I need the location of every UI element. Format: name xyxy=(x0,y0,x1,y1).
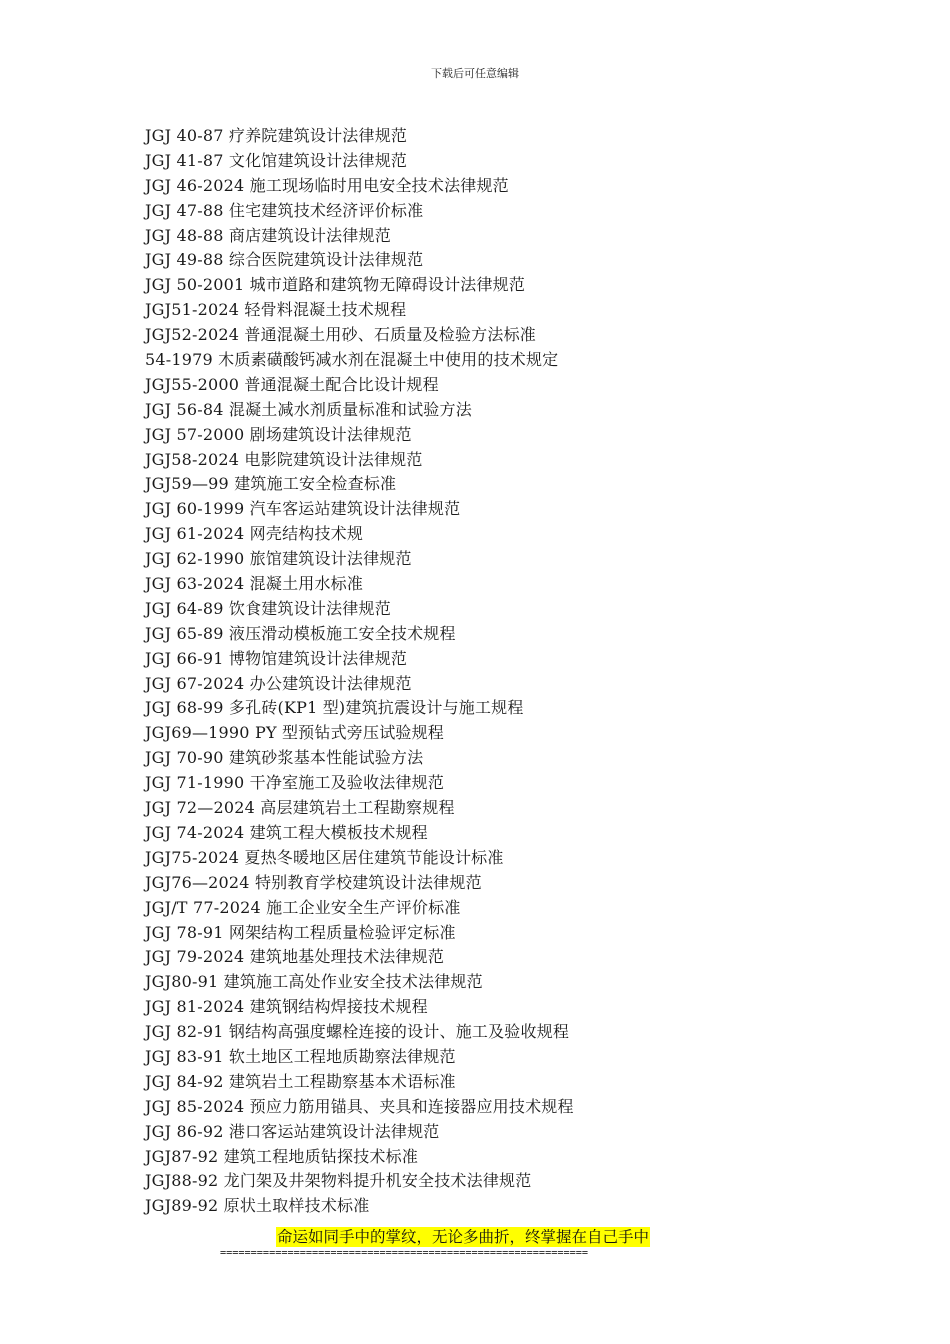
standard-list-item: JGJ89-92 原状土取样技术标准 xyxy=(145,1196,370,1216)
standard-list-item: JGJ 72—2024 高层建筑岩土工程勘察规程 xyxy=(145,798,455,818)
standard-list-item: JGJ 41-87 文化馆建筑设计法律规范 xyxy=(145,150,408,170)
standard-list-item: JGJ 67-2024 办公建筑设计法律规范 xyxy=(145,673,412,693)
standard-list-item: JGJ51-2024 轻骨料混凝土技术规程 xyxy=(145,300,407,320)
standard-list-item: JGJ 57-2000 剧场建筑设计法律规范 xyxy=(145,424,412,444)
standard-list-item: JGJ/T 77-2024 施工企业安全生产评价标准 xyxy=(145,897,461,917)
standards-list xyxy=(145,124,865,1219)
standard-list-item: JGJ 62-1990 旅馆建筑设计法律规范 xyxy=(145,549,412,569)
standard-list-item: JGJ 60-1999 汽车客运站建筑设计法律规范 xyxy=(145,499,461,519)
footer-divider: ============================================================ xyxy=(220,1248,589,1259)
standard-list-item: JGJ 74-2024 建筑工程大模板技术规程 xyxy=(145,822,428,842)
standard-list-item: JGJ80-91 建筑施工高处作业安全技术法律规范 xyxy=(145,972,483,992)
standard-list-item: JGJ 83-91 软土地区工程地质勘察法律规范 xyxy=(145,1046,456,1066)
standard-list-item: JGJ 66-91 博物馆建筑设计法律规范 xyxy=(145,648,408,668)
standard-list-item: JGJ 81-2024 建筑钢结构焊接技术规程 xyxy=(145,997,428,1017)
standard-list-item: JGJ 46-2024 施工现场临时用电安全技术法律规范 xyxy=(145,175,509,195)
page-header-note: 下载后可任意编辑 xyxy=(431,67,519,80)
standard-list-item: JGJ 78-91 网架结构工程质量检验评定标准 xyxy=(145,922,456,942)
standard-list-item: JGJ 85-2024 预应力筋用锚具、夹具和连接器应用技术规程 xyxy=(145,1096,574,1116)
standard-list-item: JGJ58-2024 电影院建筑设计法律规范 xyxy=(145,449,423,469)
standard-list-item: JGJ87-92 建筑工程地质钻探技术标准 xyxy=(145,1146,419,1166)
standard-list-item: JGJ 65-89 液压滑动模板施工安全技术规程 xyxy=(145,623,456,643)
standard-list-item: JGJ 49-88 综合医院建筑设计法律规范 xyxy=(145,250,424,270)
standard-list-item: JGJ 64-89 饮食建筑设计法律规范 xyxy=(145,598,391,618)
standard-list-item: JGJ 50-2001 城市道路和建筑物无障碍设计法律规范 xyxy=(145,275,526,295)
standard-list-item: JGJ 84-92 建筑岩土工程勘察基本术语标准 xyxy=(145,1071,456,1091)
standard-list-item: JGJ 79-2024 建筑地基处理技术法律规范 xyxy=(145,947,445,967)
standard-list-item: JGJ 63-2024 混凝土用水标准 xyxy=(145,574,364,594)
standard-list-item: JGJ 61-2024 网壳结构技术规 xyxy=(145,524,364,544)
standard-list-item: JGJ88-92 龙门架及井架物料提升机安全技术法律规范 xyxy=(145,1171,532,1191)
standard-list-item: JGJ52-2024 普通混凝土用砂、石质量及检验方法标准 xyxy=(145,325,536,345)
standard-list-item: JGJ 70-90 建筑砂浆基本性能试验方法 xyxy=(145,748,424,768)
standard-list-item: JGJ 56-84 混凝土减水剂质量标准和试验方法 xyxy=(145,399,472,419)
standard-list-item: JGJ 86-92 港口客运站建筑设计法律规范 xyxy=(145,1121,440,1141)
standard-list-item: JGJ 48-88 商店建筑设计法律规范 xyxy=(145,225,391,245)
standard-list-item: JGJ 71-1990 干净室施工及验收法律规范 xyxy=(145,773,445,793)
footer-motto: 命运如同手中的掌纹，无论多曲折，终掌握在自己手中 xyxy=(277,1228,650,1246)
standard-list-item: 54-1979 木质素磺酸钙减水剂在混凝土中使用的技术规定 xyxy=(145,350,559,370)
standard-list-item: JGJ 68-99 多孔砖(KP1 型)建筑抗震设计与施工规程 xyxy=(145,698,524,718)
standard-list-item: JGJ75-2024 夏热冬暖地区居住建筑节能设计标准 xyxy=(145,847,504,867)
standard-list-item: JGJ 82-91 钢结构高强度螺栓连接的设计、施工及验收规程 xyxy=(145,1022,570,1042)
standard-list-item: JGJ 47-88 住宅建筑技术经济评价标准 xyxy=(145,200,424,220)
standard-list-item: JGJ55-2000 普通混凝土配合比设计规程 xyxy=(145,374,439,394)
standard-list-item: JGJ76—2024 特别教育学校建筑设计法律规范 xyxy=(145,872,482,892)
standard-list-item: JGJ 40-87 疗养院建筑设计法律规范 xyxy=(145,126,408,145)
standard-list-item: JGJ59—99 建筑施工安全检查标准 xyxy=(145,474,397,494)
standard-list-item: JGJ69—1990 PY 型预钻式旁压试验规程 xyxy=(145,723,444,743)
